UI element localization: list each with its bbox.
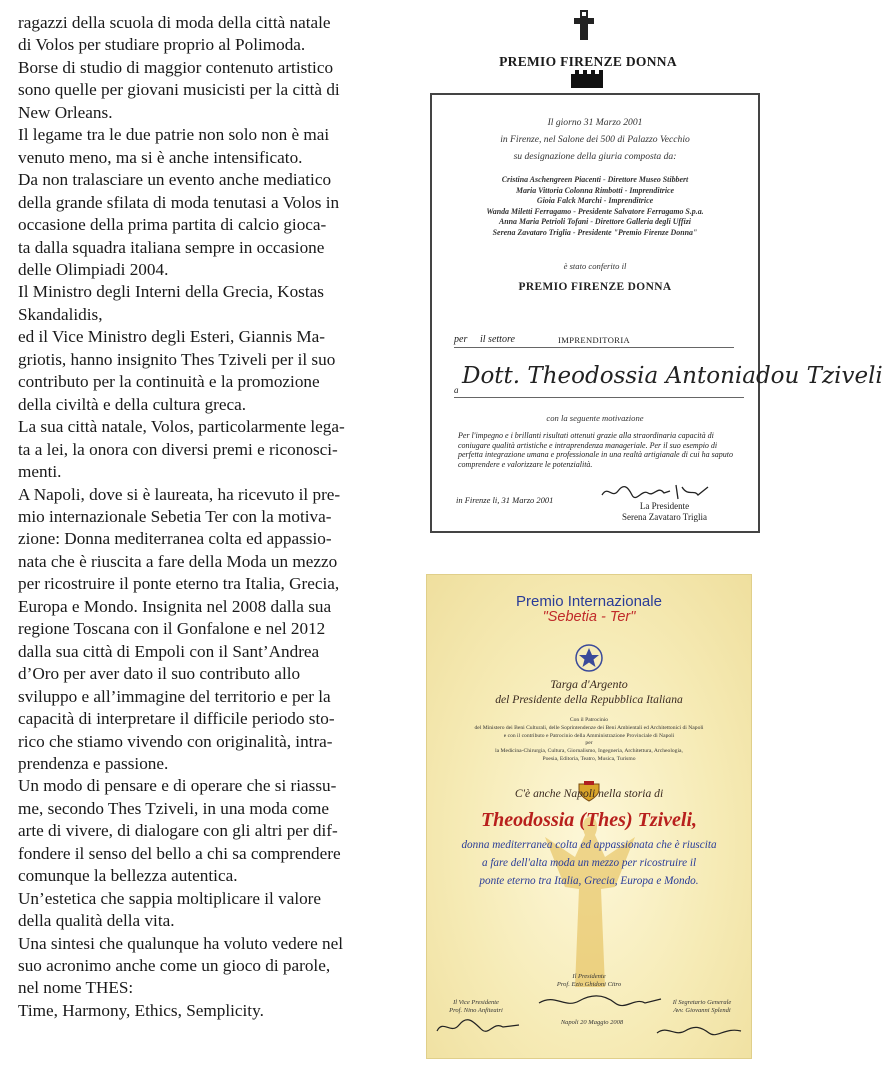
president-block: Il Presidente Prof. Ezio Ghidoni Citro: [556, 973, 622, 988]
award-subtitle: "Sebetia - Ter": [542, 609, 636, 625]
paragraph: Il Ministro degli Interni della Grecia, Kostas Skandalidis,: [18, 282, 324, 324]
patronage-line: Poesia, Editoria, Teatro, Musica, Turismo: [542, 755, 636, 762]
sector-label: il settore: [480, 334, 515, 345]
plate-line-1: Targa d'Argento: [550, 677, 628, 691]
sebetia-ter-certificate: [427, 575, 751, 1058]
jury-member: Wanda Miletti Ferragamo - Presidente Salvatore Ferragamo S.p.a.: [486, 206, 704, 216]
vice-president-block: Il Vice Presidente Prof. Nino Anfiteatri: [449, 999, 503, 1014]
paragraph: Un modo di pensare e di operare che si riassu- me, secondo Thes Tziveli, in una moda come arte di vivere, di dialogare con gli altri per dif- fondere il senso del bello a chi sa comprendere comunque la bellezza autentica.: [18, 776, 341, 886]
a-label: a: [454, 385, 459, 395]
recipient-name: Theodossia (Thes) Tziveli,: [480, 809, 698, 831]
patronage-line: e con il contributo e Patrocinio della Amministrazione Provinciale di Napoli: [503, 732, 675, 739]
palazzo-tower-icon: [569, 68, 605, 88]
article-text-column: [18, 12, 378, 1022]
patronage-block: [459, 717, 719, 764]
paragraph: A Napoli, dove si è laureata, ha ricevuto il pre- mio internazionale Sebetia Ter con la motiva- zione: Donna mediterranea colta ed appassio- nata che è riuscita a fare della Moda un mezzo per ricostruire il ponte eterno tra Italia, Grecia, Europa e Mondo. Insignita nel 2008 dalla sua regione Toscana con il Gonfalone e nel 2012 dalla sua città di Empoli con il Sant’Andrea d’Oro per aver dato il suo contributo allo sviluppo e all’immagine del territorio e per la capacità di interpretare il difficile periodo sto- rico che stiamo vivendo con originalità, intra- prendenza e passione.: [18, 484, 341, 773]
motivation-line: a fare dell'alta moda un mezzo per ricostruire il: [481, 857, 697, 869]
secretary-signature: [653, 1021, 745, 1041]
jury-member: Gioia Falck Marchi - Imprenditrice: [536, 196, 654, 206]
paragraph: Time, Harmony, Ethics, Semplicity.: [18, 1000, 264, 1020]
president-title: La Presidente: [639, 501, 690, 511]
patronage-line: la Medicina-Chirurgia, Cultura, Giornalismo, Ingegneria, Architettura, Archeologia,: [495, 748, 683, 755]
lily-emblem-icon: [571, 8, 597, 42]
recipient-row: [454, 363, 883, 398]
paragraph: La sua città natale, Volos, particolarmente lega- ta a lei, la onora con diversi premi e riconosci- menti.: [18, 417, 345, 482]
recipient-name: Dott. Theodossia Antoniadou Tziveli: [462, 363, 883, 389]
jury-member: Cristina Aschengreen Piacenti - Direttore Museo Stibbert: [501, 175, 689, 184]
certificate-header: PREMIO FIRENZE DONNA: [499, 54, 677, 69]
president-name: Serena Zavataro Triglia: [622, 512, 707, 522]
paragraph: ed il Vice Ministro degli Esteri, Giannis Ma- griotis, hanno insignito Thes Tziveli per il suo contributo per la continuità e la promozione della civiltà e della cultura greca.: [18, 327, 336, 414]
prize-title: PREMIO FIRENZE DONNA: [518, 281, 672, 293]
jury-member: Anna Maria Petrioli Tofani - Direttore Galleria degli Uffizi: [498, 217, 691, 227]
paragraph: ragazzi della scuola di moda della città natale di Volos per studiare proprio al Polimoda. Borse di studio di maggior contenuto artistico sono quelle per giovani musicisti per la città di New Orleans.: [18, 13, 340, 122]
president-signature: [598, 481, 718, 503]
vice-president-signature: [433, 1015, 523, 1037]
plate-line-2: del Presidente della Repubblica Italiana: [495, 693, 683, 706]
president-block: [622, 501, 707, 523]
per-label: per: [454, 334, 468, 345]
motivation-label: con la seguente motivazione: [546, 413, 644, 423]
premio-firenze-donna-certificate: [409, 8, 883, 545]
motivation-text: Per l'impegno e i brillanti risultati ottenuti grazie alla straordinaria capacità di coniugare qualità artistiche e intraprendenza manageriale. Per il suo esempio di perfetta integrazione umana e professionale in una realtà artigianale di cui ha saputo comprendere e valorizzare le potenzialità.: [458, 431, 733, 469]
patronage-line: Con il Patrocinio: [569, 717, 609, 723]
place-date: in Firenze li, 31 Marzo 2001: [456, 495, 554, 505]
paragraph: Da non tralasciare un evento anche mediatico della grande sfilata di moda tenutasi a Volos in occasione della prima partita di calcio gioca- ta dalla squadra italiana sempre in occasione delle Olimpiadi 2004.: [18, 170, 340, 279]
jury-member: Maria Vittoria Colonna Rimbotti - Imprenditrice: [515, 185, 675, 195]
motivation-line: ponte eterno tra Italia, Grecia, Europa e Mondo.: [479, 875, 699, 887]
motivation-line: donna mediterranea colta ed appassionata che è riuscita: [461, 839, 717, 851]
jury-intro: su designazione della giuria composta da:: [513, 151, 677, 162]
paragraph: Una sintesi che qualunque ha voluto vedere nel suo acronimo anche come un gioco di parole, nel nome THES:: [18, 933, 344, 998]
paragraph: Un’estetica che sappia moltiplicare il valore della qualità della vita.: [18, 888, 322, 931]
jury-list: [432, 175, 758, 239]
patronage-line: del Ministero dei Beni Culturali, delle Soprintendenze dei Beni Ambientali ed Architettonici di Napoli: [474, 724, 704, 731]
place-line: in Firenze, nel Salone dei 500 di Palazzo Vecchio: [500, 134, 690, 145]
sector-value: IMPRENDITORIA: [558, 335, 631, 345]
patronage-line: per: [585, 740, 593, 747]
award-title: Premio Internazionale: [516, 593, 662, 610]
secretary-block: Il Segretario Generale Avv. Giovanni Splendi: [672, 999, 732, 1014]
certificate-frame: [430, 93, 883, 533]
president-signature: [535, 991, 665, 1011]
conferred-line: è stato conferito il: [563, 261, 627, 271]
napoli-line: C'è anche Napoli nella storia di: [514, 787, 664, 800]
date-line: Il giorno 31 Marzo 2001: [547, 117, 643, 128]
sector-row: [454, 335, 734, 348]
paragraph: Il legame tra le due patrie non solo non è mai venuto meno, ma si è anche intensificato.: [18, 125, 330, 167]
italian-republic-emblem-icon: [574, 643, 604, 673]
jury-member: Serena Zavataro Triglia - Presidente "Premio Firenze Donna": [492, 227, 698, 237]
place-date: Napoli 20 Maggio 2008: [560, 1019, 624, 1026]
